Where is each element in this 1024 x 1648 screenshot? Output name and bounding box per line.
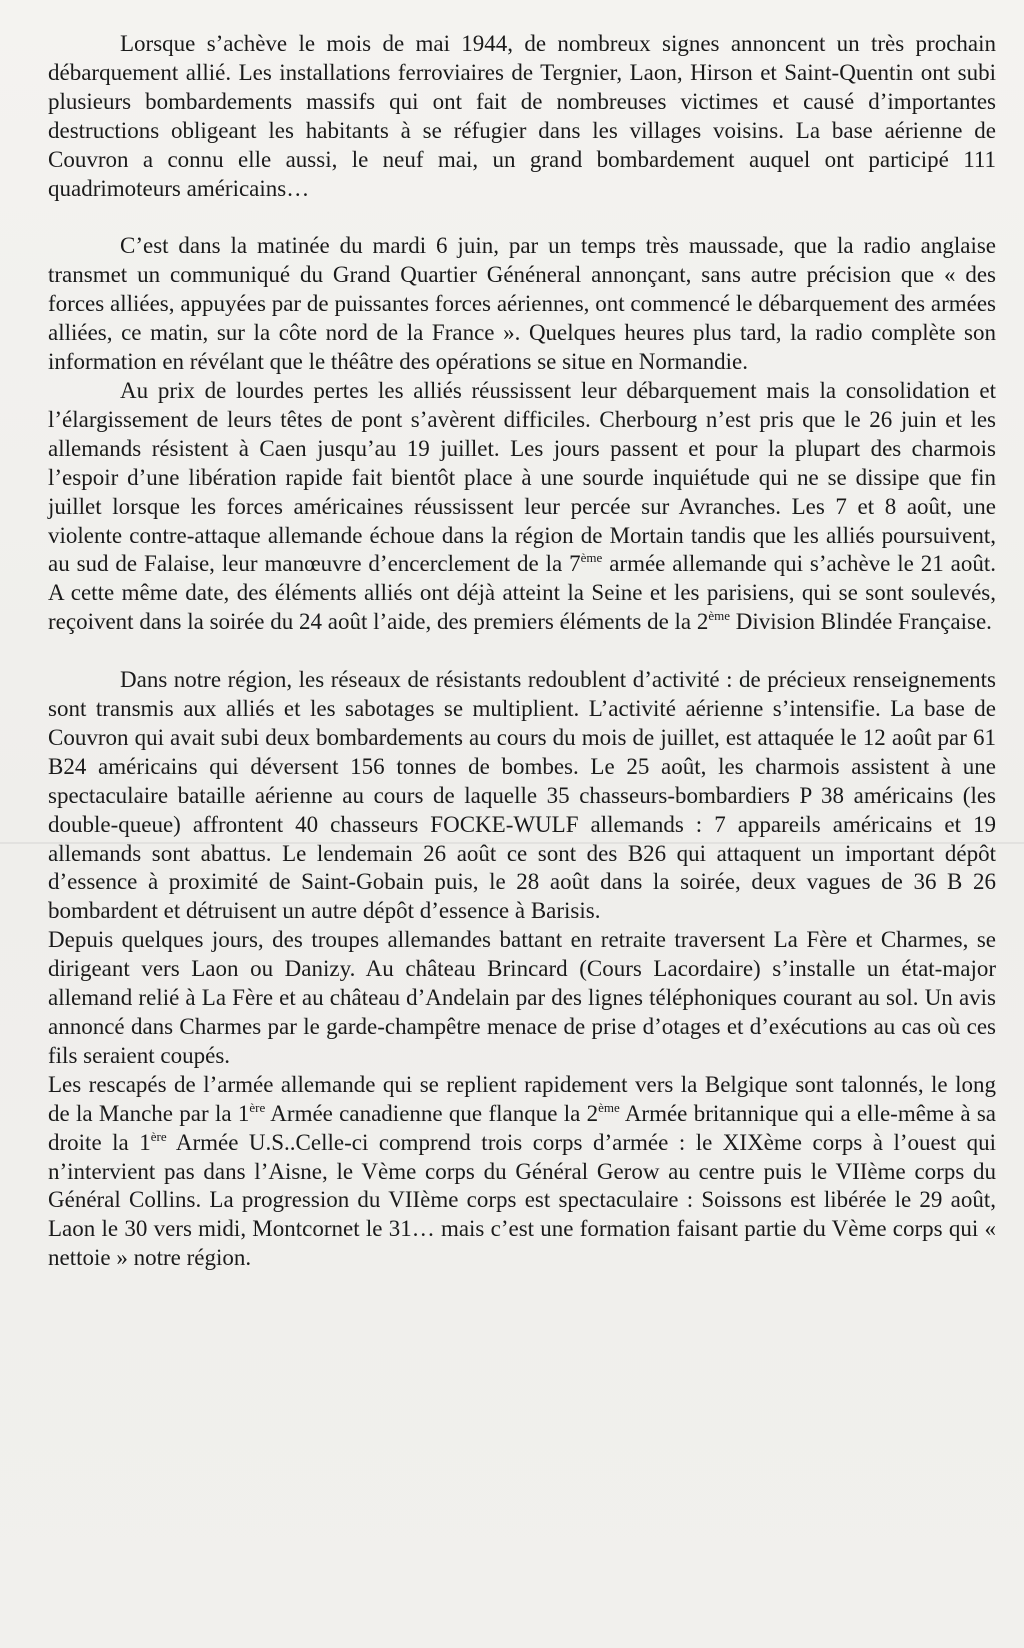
paragraph-text: C’est dans la matinée du mardi 6 juin, par un temps très maussade, que la radio anglaise transmet un communiqué du Grand Quartier Généneral annonçant, sans autre précision que « des forces alliées, appuyées par de puissantes forces aériennes, ont commencé le débarquement des armées alliées, ce matin, sur la côte nord de la France ». Quelques heures plus tard, la radio complète son information en révélant que le théâtre des opérations se situe en Normandie. <box>48 233 996 375</box>
paragraph-p1 <box>48 30 996 203</box>
paragraph-p6 <box>48 1071 996 1273</box>
paragraph-text: Armée britannique qui a elle-même à sa droite la 1 <box>48 1100 997 1155</box>
paragraph-text: Armée canadienne que flanque la 2 <box>265 1100 599 1126</box>
superscript-text: ème <box>580 550 603 566</box>
superscript-text: ème <box>598 1099 620 1115</box>
paragraph-p2 <box>48 232 996 377</box>
paragraph-p4 <box>48 666 996 926</box>
paragraph-text: Division Blindée Française. <box>730 609 992 635</box>
superscript-text: ère <box>249 1099 266 1115</box>
paper-fold-line <box>0 842 1024 844</box>
paragraph-p3 <box>48 377 996 637</box>
paragraph-text: Armée U.S..Celle-ci comprend trois corps d’armée : le XIXème corps à l’ouest qui n’intervient pas dans l’Aisne, le Vème corps du Général Gerow au centre puis le VIIème corps du Général Collins. La progression du VIIème corps est spectaculaire : Soissons est libérée le 29 août, Laon le 30 vers midi, Montcornet le 31… mais c’est une formation faisant partie du Vème corps qui « nettoie » notre région. <box>48 1129 996 1271</box>
document-body <box>48 30 996 1273</box>
paragraph-text: Depuis quelques jours, des troupes allemandes battant en retraite traversent La Fère et Charmes, se dirigeant vers Laon ou Danizy. Au château Brincard (Cours Lacordaire) s’installe un état-major allemand relié à La Fère et au château d’Andelain par des lignes téléphoniques courant au sol. Un avis annoncé dans Charmes par le garde-champêtre menace de prise d’otages et d’exécutions au cas où ces fils seraient coupés. <box>48 927 996 1068</box>
paragraph-text: Lorsque s’achève le mois de mai 1944, de nombreux signes annoncent un très prochain débarquement allié. Les installations ferroviaires de Tergnier, Laon, Hirson et Saint-Quentin ont subi plusieurs bombardements massifs qui ont fait de nombreuses victimes et causé d’importantes destructions obligeant les habitants à se réfugier dans les villages voisins. La base aérienne de Couvron a connu elle aussi, le neuf mai, un grand bombardement auquel ont participé 111 quadrimoteurs américains… <box>48 31 996 201</box>
paragraph-text: armée allemande qui s’achève le 21 août. A cette même date, des éléments alliés ont déjà atteint la Seine et les parisiens, qui se sont soulevés, reçoivent dans la soirée du 24 août l’aide, des premiers éléments de la 2 <box>48 551 996 635</box>
superscript-text: ème <box>708 608 731 624</box>
paragraph-text: Au prix de lourdes pertes les alliés réussissent leur débarquement mais la consolidation et l’élargissement de leurs têtes de pont s’avèrent difficiles. Cherbourg n’est pris que le 26 juin et les allemands résistent à Caen jusqu’au 19 juillet. Les jours passent et pour la plupart des charmois l’espoir d’une libération rapide fait bientôt place à une sourde inquiétude qui ne se dissipe que fin juillet lorsque les forces américaines réussissent leur percée sur Avranches. Les 7 et 8 août, une violente contre-attaque allemande échoue dans la région de Mortain tandis que les alliés poursuivent, au sud de Falaise, leur manœuvre d’encerclement de la 7 <box>48 377 996 577</box>
paragraph-text: Les rescapés de l’armée allemande qui se replient rapidement vers la Belgique sont talonnés, le long de la Manche par la 1 <box>48 1071 996 1126</box>
paragraph-text: Dans notre région, les réseaux de résistants redoublent d’activité : de précieux renseignements sont transmis aux alliés et les sabotages se multiplient. L’activité aérienne s’intensifie. La base de Couvron qui avait subi deux bombardements au cours du mois de juillet, est attaquée le 12 août par 61 B24 américains qui déversent 156 tonnes de bombes. Le 25 août, les charmois assistent à une spectaculaire bataille aérienne au cours de laquelle 35 chasseurs-bombardiers P 38 américains (les double-queue) affrontent 40 chasseurs FOCKE-WULF allemands : 7 appareils américains et 19 allemands sont abattus. Le lendemain 26 août ce sont des B26 qui attaquent un important dépôt d’essence à proximité de Saint-Gobain puis, le 28 août dans la soirée, deux vagues de 36 B 26 bombardent et détruisent un autre dépôt d’essence à Barisis. <box>48 667 996 924</box>
paragraph-p5 <box>48 926 996 1071</box>
superscript-text: ère <box>150 1128 167 1144</box>
